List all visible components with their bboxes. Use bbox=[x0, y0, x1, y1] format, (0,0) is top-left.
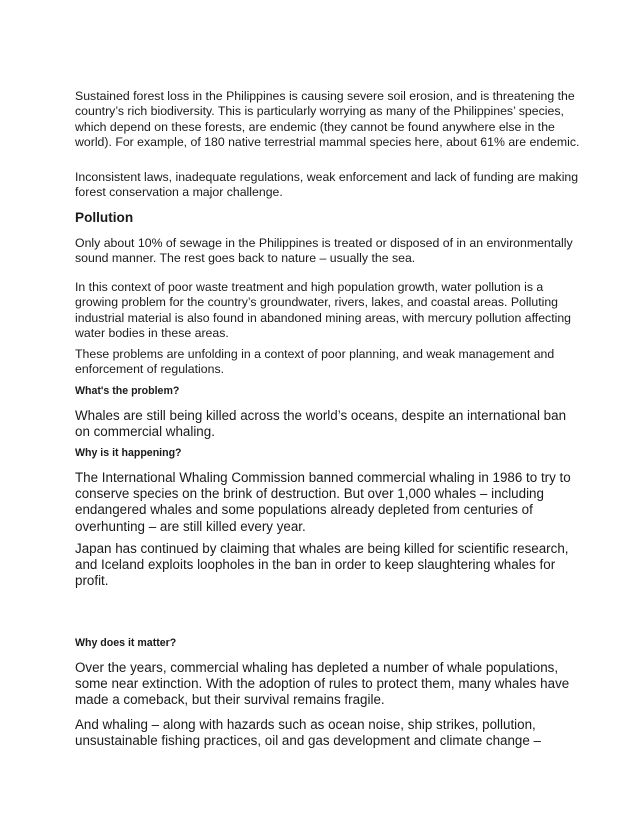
paragraph-sewage: Only about 10% of sewage in the Philippines is treated or disposed of in an environmentally sound manner. The rest goes back to nature – usually the sea. bbox=[75, 236, 573, 266]
paragraph-water-pollution: In this context of poor waste treatment and high population growth, water pollution is a growing problem for the country’s groundwater, rivers, lakes, and coastal areas. Polluting industrial material is also found in abandoned mining areas, with mercury pollution affecting water bodies in these areas. bbox=[75, 280, 572, 340]
paragraph-iwc-ban: The International Whaling Commission banned commercial whaling in 1986 to try to conserve species on the brink of destruction. But over 1,000 whales – including endangered whales and some populations already depleted from centuries of overhunting – are still killed every year. bbox=[75, 470, 571, 534]
heading-why-is-it-happening: Why is it happening? bbox=[75, 447, 182, 459]
paragraph-over-the-years: Over the years, commercial whaling has depleted a number of whale populations, some near extinction. With the adoption of rules to protect them, many whales have made a comeback, but their survival remains fragile. bbox=[75, 660, 570, 708]
paragraph-hazards: And whaling – along with hazards such as ocean noise, ship strikes, pollution, unsustainable fishing practices, oil and gas development and climate change – bbox=[75, 717, 541, 749]
heading-why-does-it-matter: Why does it matter? bbox=[75, 637, 177, 649]
paragraph-inconsistent-laws: Inconsistent laws, inadequate regulations, weak enforcement and lack of funding are making forest conservation a major challenge. bbox=[75, 170, 579, 200]
paragraph-whales-killed: Whales are still being killed across the world’s oceans, despite an international ban on commercial whaling. bbox=[75, 408, 567, 440]
heading-pollution: Pollution bbox=[75, 210, 134, 225]
heading-whats-the-problem: What's the problem? bbox=[75, 385, 180, 397]
paragraph-forest-loss: Sustained forest loss in the Philippines is causing severe soil erosion, and is threatening the country’s rich biodiversity. This is particularly worrying as many of the Philippines’ species, which depend on these forests, are endemic (they cannot be found anywhere else in the world). For example, of 180 native terrestrial mammal species here, about 61% are endemic. bbox=[75, 89, 580, 149]
paragraph-poor-planning: These problems are unfolding in a context of poor planning, and weak management and enforcement of regulations. bbox=[75, 347, 555, 377]
paragraph-japan-iceland: Japan has continued by claiming that whales are being killed for scientific research, and Iceland exploits loopholes in the ban in order to keep slaughtering whales for profit. bbox=[75, 541, 569, 589]
